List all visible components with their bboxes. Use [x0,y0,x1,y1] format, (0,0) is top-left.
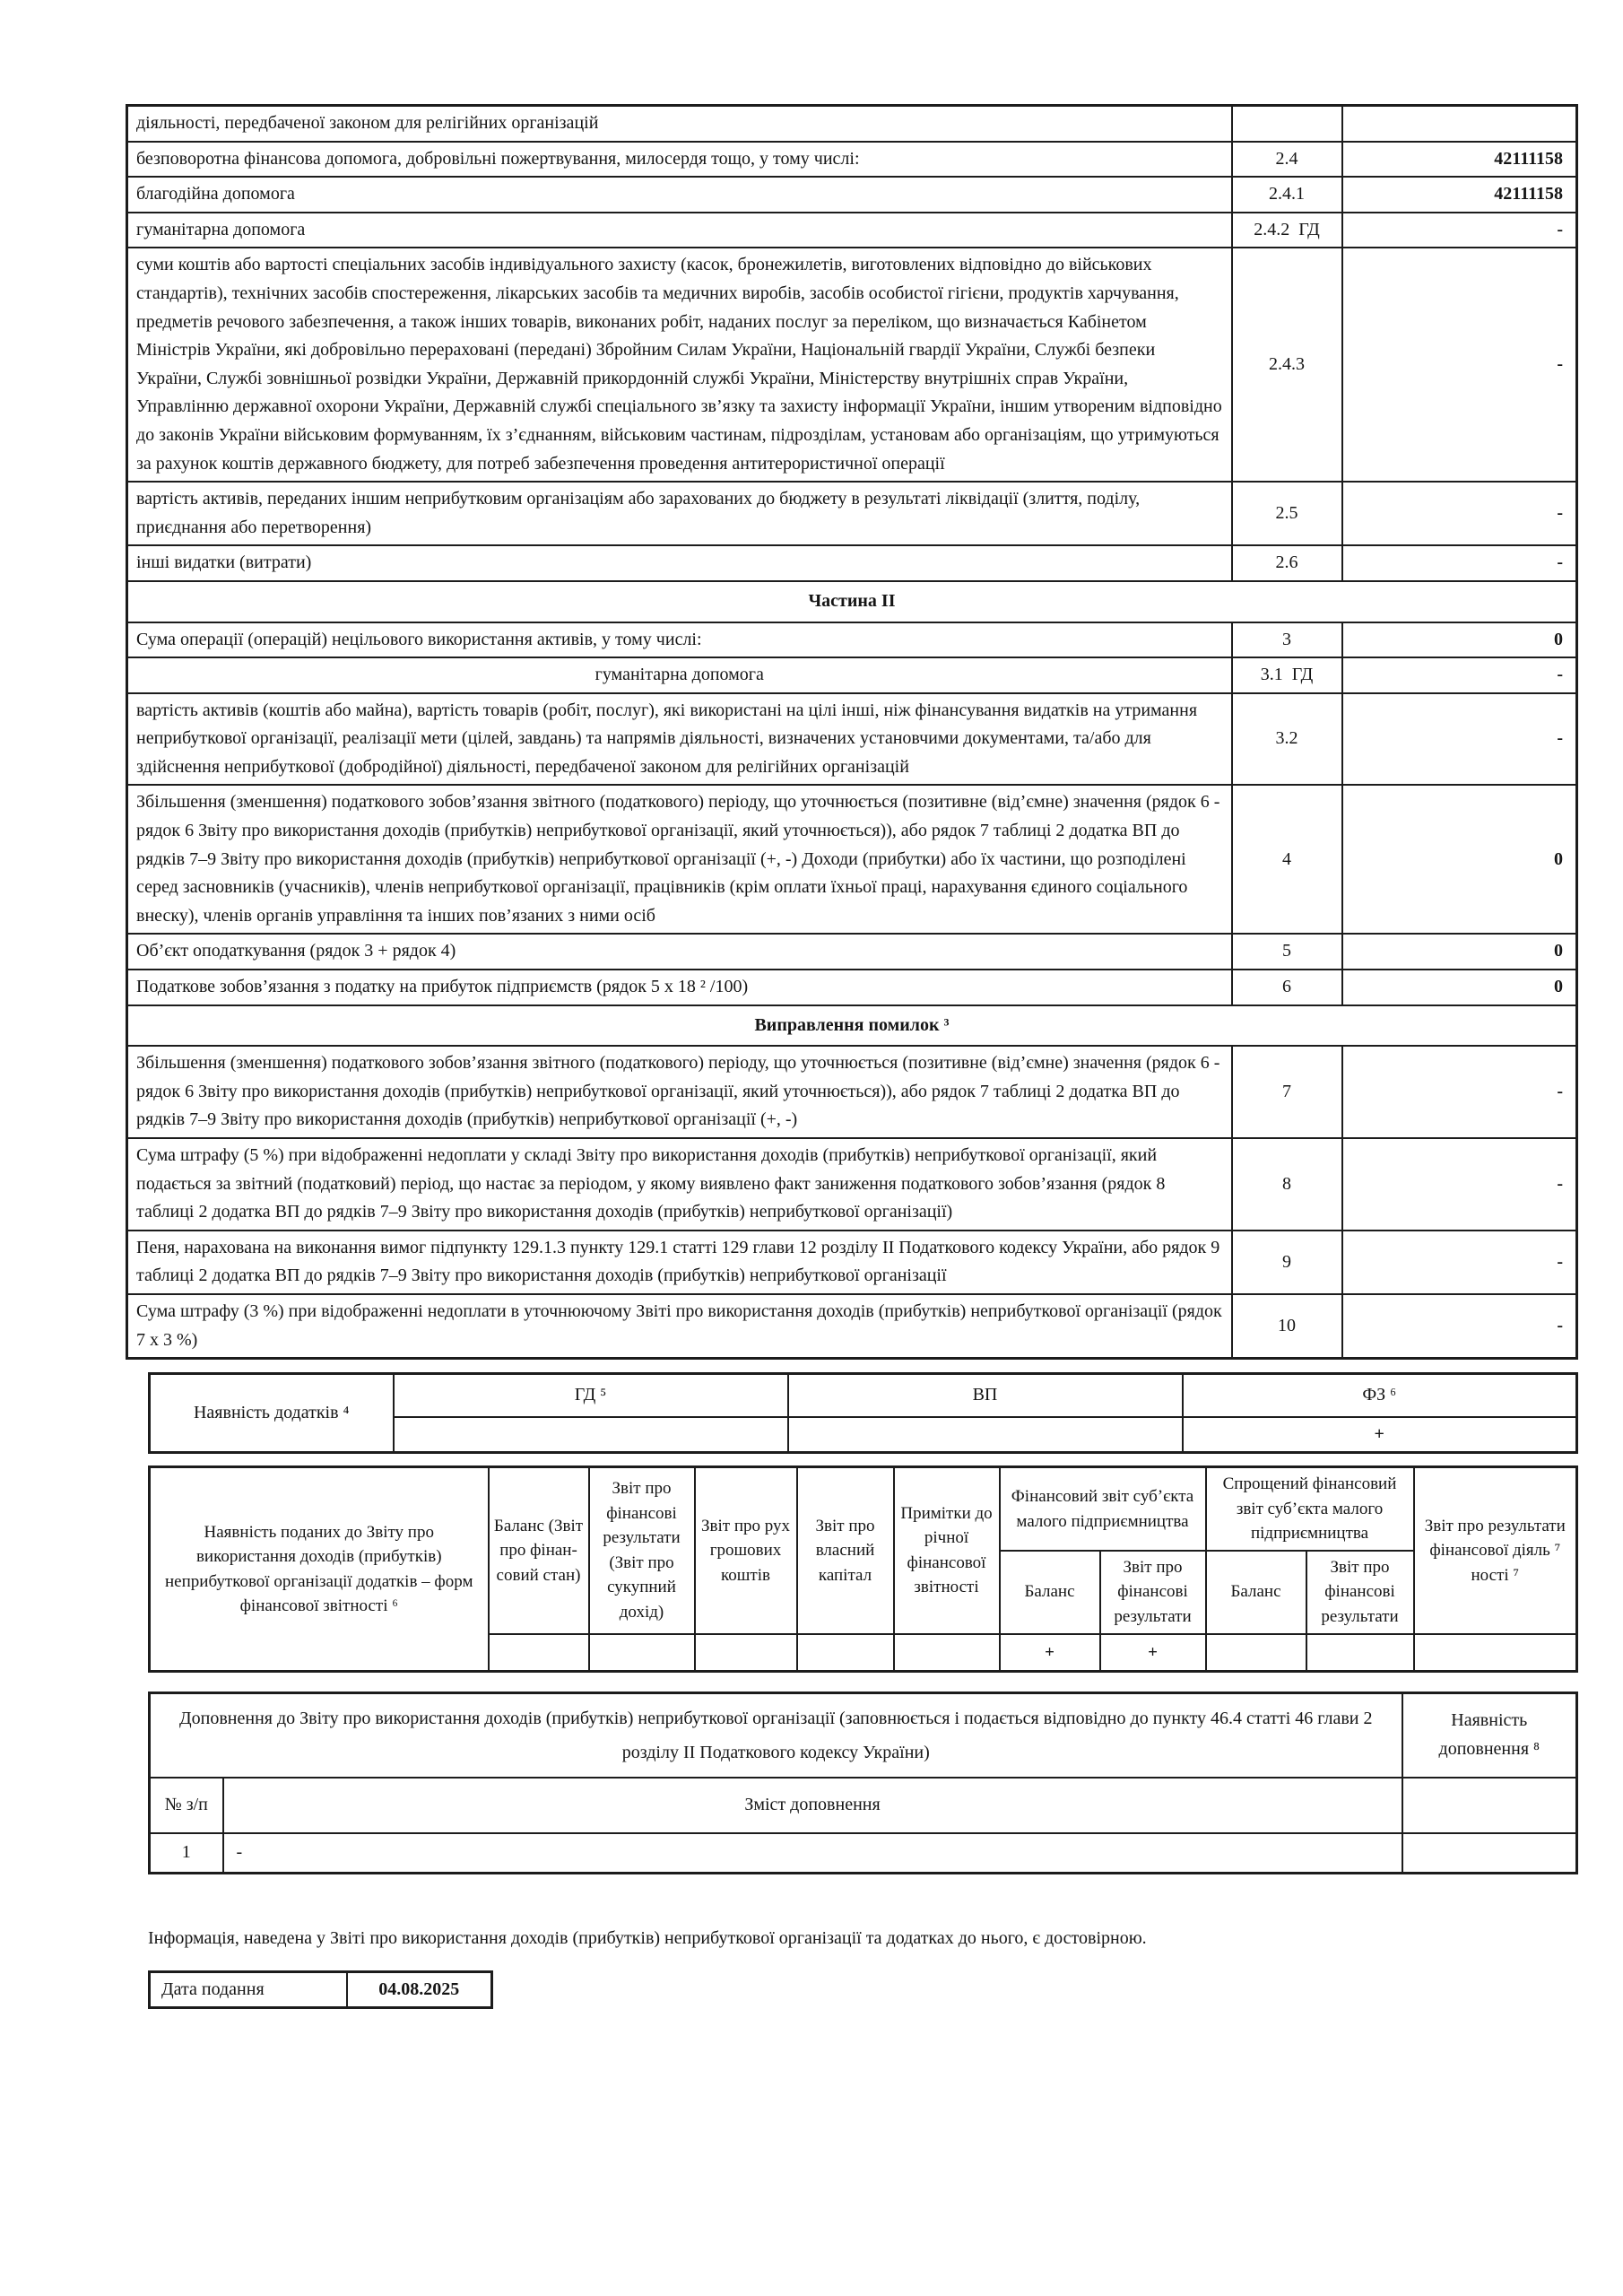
row-value: 0 [1342,622,1577,658]
supplement-header-row [150,1693,1577,1779]
row-code: 3.1 ГД [1232,657,1342,693]
supplement-presence-header: Наявність доповнення ⁸ [1402,1693,1577,1779]
attachments-col-fz: ФЗ ⁶ [1183,1374,1577,1417]
supplement-row-num: 1 [150,1833,223,1873]
attachments-col-vp: ВП [788,1374,1183,1417]
fin-col-simplified-balance: Баланс [1206,1551,1306,1634]
fin-col-balance: Баланс (Звіт про фінан-совий стан) [489,1467,589,1634]
attachments-table [148,1372,1578,1454]
submission-date-label: Дата подання [150,1971,347,2008]
form-row [127,1231,1577,1294]
supplement-data-row [150,1833,1577,1873]
fin-col-simplified-group: Спрощений фінансовий звіт суб’єкта малого підприємництва [1206,1467,1414,1551]
fin-main-header: Наявність поданих до Звіту про використання доходів (прибутків) неприбуткової організації додатків – форм фінансової звітності ⁶ [150,1467,489,1672]
fin-col-cashflow: Звіт про рух грошових коштів [695,1467,797,1634]
form-row [127,693,1577,786]
fin-col-sme-finresults: Звіт про фінансові результати [1100,1551,1206,1634]
fin-col-notes: Примітки до річної фінансової звітності [894,1467,1000,1634]
section-title: Частина II [127,581,1577,622]
row-code: 5 [1232,934,1342,970]
row-code: 2.4.2 ГД [1232,213,1342,248]
row-label: Збільшення (зменшення) податкового зобов’язання звітного (податкового) періоду, що уточнюється (позитивне (від’ємне) значення (рядок 6 - рядок 6 Звіту про використання доходів (прибутків) неприбуткової організації, який уточнюється)), або рядок 7 таблиці 2 додатка ВП до рядків 7–9 Звіту про використання доходів (прибутків) неприбуткової організації (+, -) [127,1046,1232,1138]
row-value: 0 [1342,970,1577,1005]
row-value [1342,106,1577,142]
row-label: діяльності, передбаченої законом для релігійних організацій [127,106,1232,142]
row-label: гуманітарна допомога [127,657,1232,693]
row-label: безповоротна фінансова допомога, добровільні пожертвування, милосердя тощо, у тому числі: [127,142,1232,178]
supplement-col-content: Зміст доповнення [223,1778,1402,1833]
form-row [127,482,1577,545]
row-value: - [1342,1294,1577,1359]
section-row [127,1005,1577,1047]
financial-forms-table [148,1465,1578,1673]
form-row [127,785,1577,934]
row-label: Сума штрафу (5 %) при відображенні недоплати у складі Звіту про використання доходів (прибутків) неприбуткової організації, який подається за звітний (податковий) період, що настає за періодом, у якому виявлено факт заниження податкового зобов’язання (рядок 8 таблиці 2 додатка ВП до рядків 7–9 Звіту про використання доходів (прибутків) неприбуткової організації) [127,1138,1232,1231]
form-row [127,1046,1577,1138]
fin-col-simplified-finresults: Звіт про фінансові результати [1306,1551,1414,1634]
row-label: Об’єкт оподаткування (рядок 3 + рядок 4) [127,934,1232,970]
form-row [127,142,1577,178]
row-value: - [1342,657,1577,693]
supplement-columns-row [150,1778,1577,1833]
fin-value-cashflow [695,1634,797,1672]
row-label: Пеня, нарахована на виконання вимог підпункту 129.1.3 пункту 129.1 статті 129 глави 12 розділу II Податкового кодексу України, або рядок 9 таблиці 2 додатка ВП до рядків 7–9 Звіту про використання доходів (прибутків) неприбуткової організації [127,1231,1232,1294]
supplement-row-presence [1402,1833,1577,1873]
row-value: - [1342,1138,1577,1231]
row-value: - [1342,693,1577,786]
fin-col-finactivity: Звіт про результати фінансової діяль ⁷ ності ⁷ [1414,1467,1577,1634]
supplement-row-content: - [223,1833,1402,1873]
submission-date-row [150,1971,492,2008]
form-row [127,622,1577,658]
supplement-header: Доповнення до Звіту про використання доходів (прибутків) неприбуткової організації (заповнюється і подається відповідно до пункту 46.4 статті 46 глави 2 розділу II Податкового кодексу України) [150,1693,1402,1779]
form-row [127,545,1577,581]
fin-value-finresults [589,1634,695,1672]
form-row [127,934,1577,970]
submission-date-table [148,1970,493,2010]
attachments-value-vp [788,1417,1183,1453]
attachments-value-fz: + [1183,1417,1577,1453]
row-label: інші видатки (витрати) [127,545,1232,581]
row-value: 0 [1342,785,1577,934]
row-value: 42111158 [1342,142,1577,178]
submission-date-value: 04.08.2025 [347,1971,492,2008]
row-code: 2.4 [1232,142,1342,178]
fin-header-row-1 [150,1467,1577,1551]
supplement-table [148,1692,1578,1874]
form-row [127,1294,1577,1359]
row-label: Податкове зобов’язання з податку на прибуток підприємств (рядок 5 х 18 ² /100) [127,970,1232,1005]
row-label: Сума штрафу (3 %) при відображенні недоплати в уточнюючому Звіті про використання доходів (прибутків) неприбуткової організації (рядок 7 х 3 %) [127,1294,1232,1359]
fin-value-notes [894,1634,1000,1672]
attachments-value-gd [394,1417,788,1453]
form-row [127,177,1577,213]
fin-value-balance [489,1634,589,1672]
fin-col-equity: Звіт про власний капітал [797,1467,894,1634]
row-code: 2.4.3 [1232,248,1342,482]
form-row [127,970,1577,1005]
row-code: 4 [1232,785,1342,934]
form-row [127,1138,1577,1231]
row-code: 8 [1232,1138,1342,1231]
accuracy-statement: Інформація, наведена у Звіті про використання доходів (прибутків) неприбуткової організації та додатках до нього, є достовірною. [148,1927,1147,1948]
row-value: - [1342,1046,1577,1138]
fin-col-sme-balance: Баланс [1000,1551,1100,1634]
fin-col-sme-group: Фінансовий звіт суб’єкта малого підприємництва [1000,1467,1206,1551]
supplement-col-num: № з/п [150,1778,223,1833]
row-label: благодійна допомога [127,177,1232,213]
row-label: Збільшення (зменшення) податкового зобов’язання звітного (податкового) періоду, що уточнюється (позитивне (від’ємне) значення (рядок 6 - рядок 6 Звіту про використання доходів (прибутків) неприбуткової організації, який уточнюється)), або рядок 7 таблиці 2 додатка ВП до рядків 7–9 Звіту про використання доходів (прибутків) неприбуткової організації (+, -) Доходи (прибутки) або їх частини, що розподілені серед засновників (учасників), членів неприбуткової організації, працівників (крім оплати їхньої праці, нарахування єдиного соціального внеску), членів органів управління та інших пов’язаних з ними осіб [127,785,1232,934]
attachments-title: Наявність додатків ⁴ [150,1374,394,1453]
row-value: - [1342,248,1577,482]
row-label: Сума операції (операцій) нецільового використання активів, у тому числі: [127,622,1232,658]
row-value: - [1342,545,1577,581]
fin-value-sme-finresults: + [1100,1634,1206,1672]
row-code: 9 [1232,1231,1342,1294]
supplement-presence-cell [1402,1778,1577,1833]
row-label: суми коштів або вартості спеціальних засобів індивідуального захисту (касок, бронежилетів, виготовлених відповідно до військових стандартів), технічних засобів спостереження, лікарських засобів та медичних виробів, засобів особистої гігієни, продуктів харчування, предметів речового забезпечення, а також інших товарів, виконаних робіт, наданих послуг за переліком, що визначається Кабінетом Міністрів України, які добровільно перераховані (передані) Збройним Силам України, Національній гвардії України, Службі безпеки України, Службі зовнішньої розвідки України, Державній прикордонній службі України, Міністерству внутрішніх справ України, Управлінню державної охорони України, Державній службі спеціального зв’язку та захисту інформації України, іншим утвореним відповідно до законів України військовим формуванням, їх з’єднанням, військовим частинам, підрозділам, установам або організаціям, що утримуються за рахунок коштів державного бюджету, для потреб забезпечення проведення антитерористичної операції [127,248,1232,482]
form-row [127,657,1577,693]
form-row [127,106,1577,142]
row-value: - [1342,482,1577,545]
fin-col-finresults: Звіт про фінансові результати (Звіт про сукупний дохід) [589,1467,695,1634]
row-code: 2.4.1 [1232,177,1342,213]
row-value: 0 [1342,934,1577,970]
row-value: 42111158 [1342,177,1577,213]
form-row [127,213,1577,248]
row-code: 3 [1232,622,1342,658]
fin-value-sme-balance: + [1000,1634,1100,1672]
row-label: вартість активів, переданих іншим неприбутковим організаціям або зарахованих до бюджету в результаті ліквідації (злиття, поділу, приєднання або перетворення) [127,482,1232,545]
fin-value-simplified-balance [1206,1634,1306,1672]
row-code: 3.2 [1232,693,1342,786]
row-code: 7 [1232,1046,1342,1138]
fin-value-equity [797,1634,894,1672]
fin-value-simplified-finresults [1306,1634,1414,1672]
row-code: 6 [1232,970,1342,1005]
row-code: 2.6 [1232,545,1342,581]
row-label: гуманітарна допомога [127,213,1232,248]
form-row [127,248,1577,482]
row-code: 2.5 [1232,482,1342,545]
fin-value-finactivity [1414,1634,1577,1672]
row-code [1232,106,1342,142]
section-row [127,581,1577,622]
attachments-header-row [150,1374,1577,1417]
row-label: вартість активів (коштів або майна), вартість товарів (робіт, послуг), які використані на цілі інші, ніж фінансування видатків на утримання неприбуткової організації, реалізації мети (цілей, завдань) та напрямів діяльності, визначених установчими документами, та/або для здійснення неприбуткової (добродійної) діяльності, передбаченої законом для релігійних організацій [127,693,1232,786]
attachments-col-gd: ГД ⁵ [394,1374,788,1417]
row-code: 10 [1232,1294,1342,1359]
row-value: - [1342,1231,1577,1294]
section-title: Виправлення помилок ³ [127,1005,1577,1047]
row-value: - [1342,213,1577,248]
main-report-table [126,104,1578,1360]
